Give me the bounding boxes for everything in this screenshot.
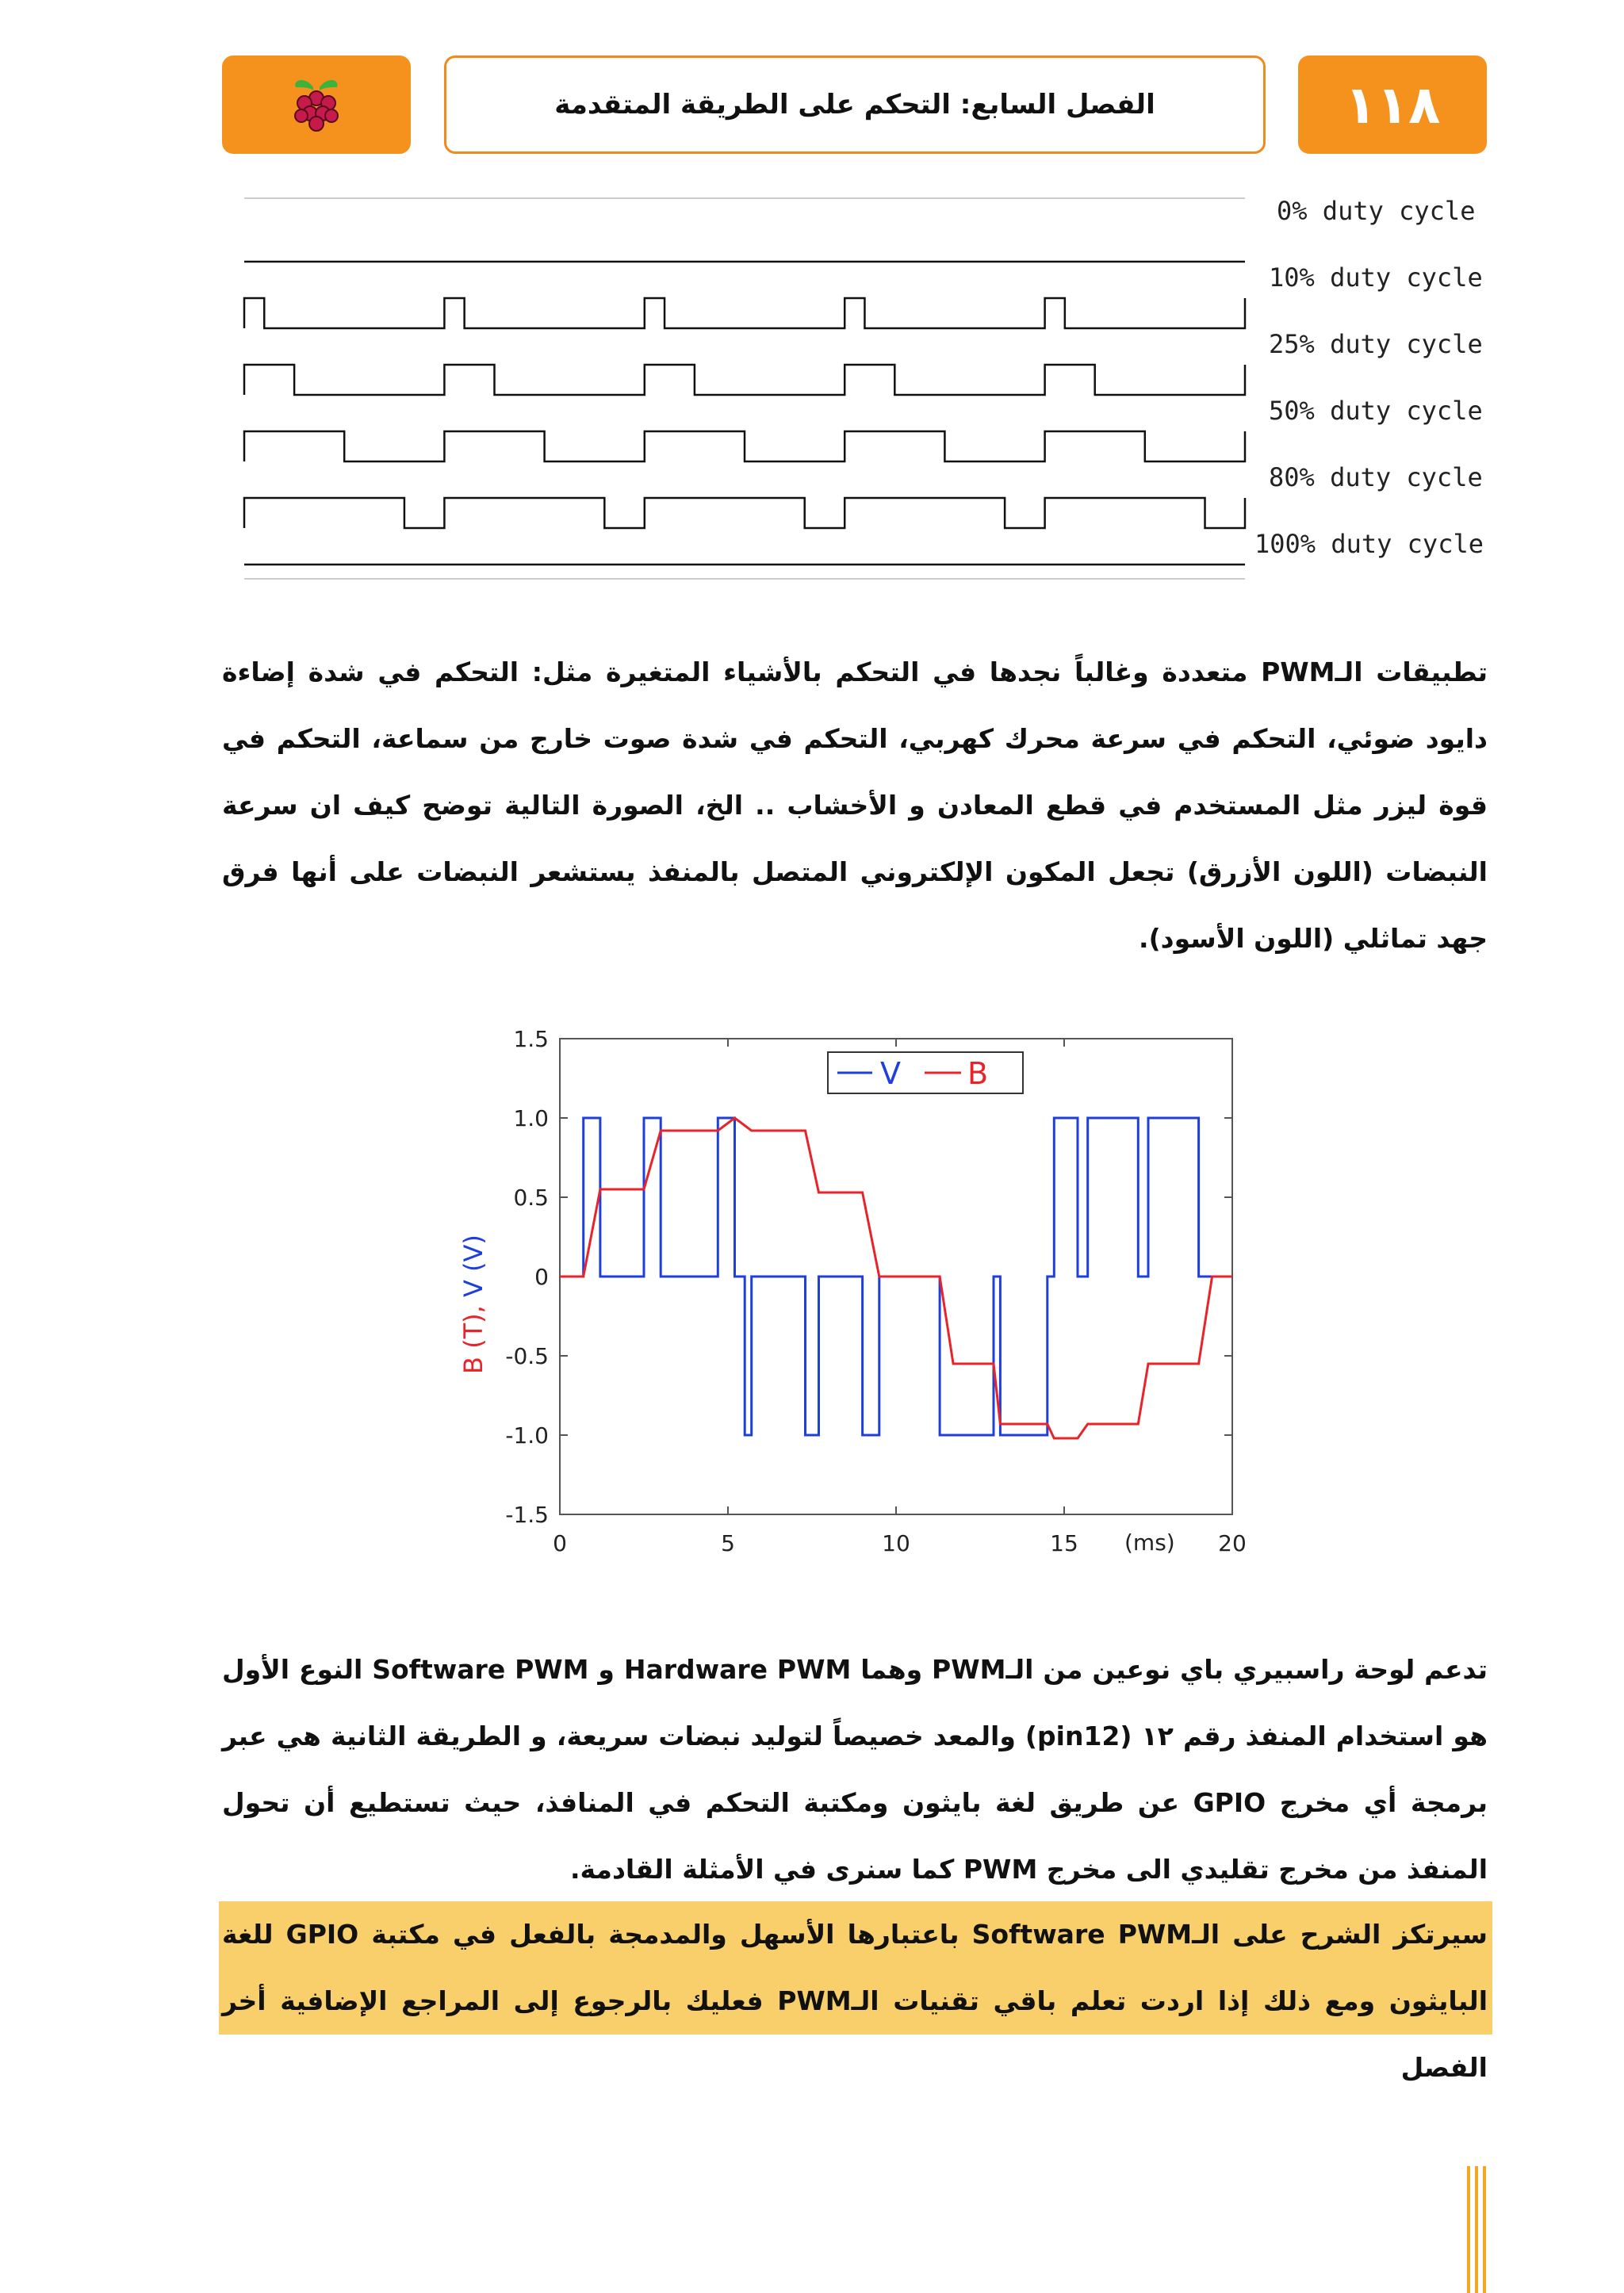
- x-tick-label: 15: [1050, 1530, 1078, 1556]
- duty-label-100: 100% duty cycle: [1254, 529, 1484, 559]
- duty-label-10: 10% duty cycle: [1269, 262, 1483, 293]
- x-tick-label: 20: [1218, 1530, 1247, 1556]
- duty-waveform-1: [244, 298, 1245, 328]
- chart-y-axis-label: B (T), V (V): [458, 1235, 488, 1374]
- y-tick-label: -1.0: [505, 1422, 549, 1449]
- paragraph-pwm-types: تدعم لوحة راسبيري باي نوعين من الـPWM وهما Hardware PWM و Software PWM النوع الأول هو استخدام المنفذ رقم ١٢ (pin12) والمعد خصيصاً لتوليد نبضات سريعة، و الطريقة الثانية هي عبر برمجة أي مخرج GPIO عن طريق لغة بايثون ومكتبة التحكم في المنافذ، حيث تستطيع أن تحول المنفذ من مخرج تقليدي الى مخرج PWM كما سنرى في الأمثلة القادمة.: [222, 1654, 1488, 1885]
- chart-x-unit-label: (ms): [1124, 1529, 1175, 1556]
- page-number: ١١٨: [1344, 74, 1441, 136]
- chart-legend: [828, 1052, 1023, 1093]
- footer-bar-2: [1475, 2166, 1478, 2293]
- y-tick-label: 0: [534, 1264, 549, 1290]
- page-number-box: [1298, 56, 1487, 154]
- x-tick-label: 5: [721, 1530, 735, 1556]
- x-tick-label: 0: [553, 1530, 567, 1556]
- paragraph-pwm-applications: تطبيقات الـPWM متعددة وغالباً نجدها في التحكم بالأشياء المتغيرة مثل: التحكم في شدة إضاءة دايود ضوئي، التحكم في سرعة محرك كهربي، التحكم في شدة صوت خارج من سماعة، التحكم في قوة ليزر مثل المستخدم في قطع المعادن و الأخشاب .. الخ، الصورة التالية توضح كيف ان سرعة النبضات (اللون الأزرق) تجعل المكون الإلكتروني المتصل بالمنفذ يستشعر النبضات على أنها فرق جهد تماثلي (اللون الأسود).: [222, 657, 1488, 954]
- duty-label-25: 25% duty cycle: [1269, 329, 1483, 359]
- paragraph-software-pwm-note: سيرتكز الشرح على الـSoftware PWM باعتبارها الأسهل والمدمجة بالفعل في مكتبة GPIO للغة البايثون ومع ذلك إذا اردت تعلم باقي تقنيات الـPWM فعليك بالرجوع إلى المراجع الإضافية أخر الفصل: [222, 1919, 1488, 2083]
- logo-box: [222, 56, 411, 154]
- footer-bar-3: [1483, 2166, 1486, 2293]
- raspberry-pi-logo-icon: [222, 56, 411, 154]
- duty-waveform-4: [244, 498, 1245, 528]
- legend-v-label: V: [880, 1056, 901, 1091]
- duty-waveform-2: [244, 365, 1245, 395]
- y-tick-label: 1.5: [513, 1026, 549, 1052]
- chapter-title: الفصل السابع: التحكم على الطريقة المتقدمة: [554, 89, 1155, 121]
- duty-cycle-figure: [238, 190, 1491, 587]
- duty-waveform-3: [244, 431, 1245, 461]
- chapter-title-box: [444, 56, 1266, 154]
- footer-decoration-bars: [1467, 2166, 1491, 2293]
- footer-bar-1: [1467, 2166, 1470, 2293]
- duty-label-0: 0% duty cycle: [1277, 196, 1476, 226]
- duty-label-80: 80% duty cycle: [1269, 462, 1483, 492]
- x-tick-label: 10: [882, 1530, 910, 1556]
- pwm-chart: [444, 1019, 1285, 1574]
- legend-b-label: B: [967, 1056, 989, 1091]
- duty-label-50: 50% duty cycle: [1269, 396, 1483, 426]
- y-tick-label: 1.0: [513, 1105, 549, 1131]
- y-tick-label: 0.5: [513, 1185, 549, 1211]
- y-tick-label: -0.5: [505, 1343, 549, 1369]
- y-tick-label: -1.5: [505, 1502, 549, 1528]
